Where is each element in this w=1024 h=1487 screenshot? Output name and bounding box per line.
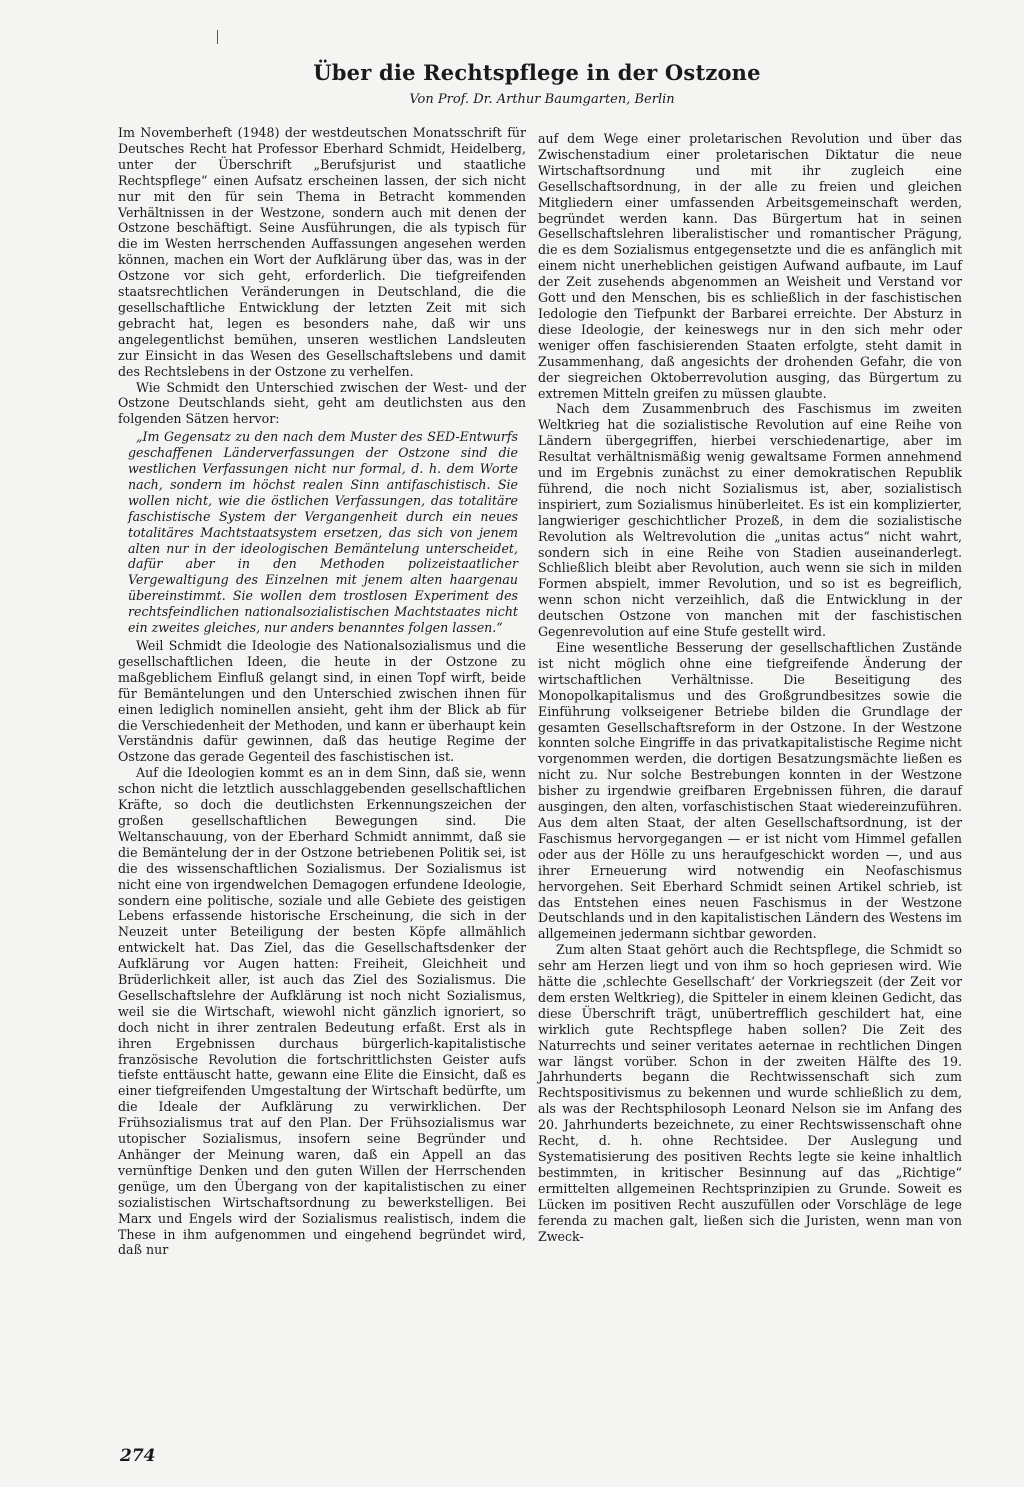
page-number: 274	[120, 1446, 156, 1466]
paragraph: Im Novemberheft (1948) der westdeutschen Monatsschrift für Deutsches Recht hat Professor Eberhard Schmidt, Heidelberg, unter der Überschrift „Berufsjurist und staatliche Rechtspflege“ einen Aufsatz erscheinen lassen, der sich nicht nur mit den für sein Thema in Betracht kommenden Verhältnissen in der Westzone, sondern auch mit denen der Ostzone beschäftigt. Seine Ausführungen, die als typisch für die im Westen herrschenden Auffassungen angesehen werden können, machen ein Wort der Aufklärung über das, was in der Ostzone vor sich geht, erforderlich. Die tiefgreifenden staatsrechtlichen Veränderungen in Deutschland, die die gesellschaftliche Entwicklung der letzten Zeit mit sich gebracht hat, legen es besonders nahe, daß wir uns angelegentlichst bemühen, unseren westlichen Landsleuten zur Einsicht in das Wesen des Gesellschaftslebens und damit des Rechtslebens in der Ostzone zu verhelfen.	[118, 125, 526, 379]
paragraph: Nach dem Zusammenbruch des Faschismus im zweiten Weltkrieg hat die sozialistische Revolution auf eine Reihe von Ländern übergegriffen, hierbei verschiedenartige, aber im Resultat verhältnismäßig wenig gewaltsame Formen annehmend und im Ergebnis zunächst zu einer demokratischen Republik führend, die noch nicht Sozialismus ist, aber, sozialistisch inspiriert, zum Sozialismus hinüberleitet. Es ist ein komplizierter, langwieriger geschichtlicher Prozeß, in dem die sozialistische Revolution als Weltrevolution die „unitas actus“ nicht wahrt, sondern sich in eine Reihe von Stadien auseinanderlegt. Schließlich bleibt aber Revolution, auch wenn sie sich in milden Formen abspielt, immer Revolution, und so ist es begreiflich, wenn schon nicht verzeihlich, daß die Entwicklung in der deutschen Ostzone von manchen mit der faschistischen Gegenrevolution auf eine Stufe gestellt wird.	[538, 401, 962, 640]
right-column	[538, 131, 962, 1244]
paragraph: Auf die Ideologien kommt es an in dem Sinn, daß sie, wenn schon nicht die letztlich ausschlaggebenden gesellschaftlichen Kräfte, so doch die deutlichsten Erkennungszeichen der großen gesellschaftlichen Bewegungen sind. Die Weltanschauung, von der Eberhard Schmidt annimmt, daß sie die Bemäntelung der in der Ostzone betriebenen Politik sei, ist die des wissenschaftlichen Sozialismus. Der Sozialismus ist nicht eine von irgendwelchen Demagogen erfundene Ideologie, sondern eine politische, soziale und alle Gebiete des geistigen Lebens erfassende historische Erscheinung, die sich in der Neuzeit unter Beteiligung der besten Köpfe allmählich entwickelt hat. Das Ziel, das die Gesellschaftsdenker der Aufklärung vor Augen hatten: Freiheit, Gleichheit und Brüderlichkeit aller, ist auch das Ziel des Sozialismus. Die Gesellschaftslehre der Aufklärung ist noch nicht Sozialismus, weil sie die Wirtschaft, wiewohl nicht gänzlich ignoriert, so doch nicht in ihrer zentralen Bedeutung erfaßt. Erst als in ihren Ergebnissen durchaus bürgerlich-kapitalistische französische Revolution die fortschrittlichsten Geister aufs tiefste enttäuscht hatte, gewann eine Elite die Einsicht, daß es einer tiefgreifenden Umgestaltung der Wirtschaft bedürfte, um die Ideale der Aufklärung zu verwirklichen. Der Frühsozialismus trat auf den Plan. Der Frühsozialismus war utopischer Sozialismus, insofern seine Begründer und Anhänger der Meinung waren, daß ein Appell an das vernünftige Denken und den guten Willen der Herrschenden genüge, um den Übergang von der kapitalistischen zu einer sozialistischen Wirtschaftsordnung zu bewerkstelligen. Bei Marx und Engels wird der Sozialismus realistisch, indem die These in ihm aufgenommen und eingehend begründet wird, daß nur	[118, 765, 526, 1258]
paragraph: Eine wesentliche Besserung der gesellschaftlichen Zustände ist nicht möglich ohne eine tiefgreifende Änderung der wirtschaftlichen Verhältnisse. Die Beseitigung des Monopolkapitalismus und des Großgrundbesitzes sowie die Einführung volkseigener Betriebe bilden die Grundlage der gesamten Gesellschaftsreform in der Ostzone. In der Westzone konnten solche Eingriffe in das privatkapitalistische Regime nicht vorgenommen werden, die dortigen Besatzungsmächte ließen es nicht zu. Nur solche Bestrebungen konnten in der Westzone bisher zu irgendwie greifbaren Ergebnissen führen, die darauf ausgingen, den alten, vorfaschistischen Staat wiedereinzuführen. Aus dem alten Staat, der alten Gesellschaftsordnung, ist der Faschismus hervorgegangen — er ist nicht vom Himmel gefallen oder aus der Hölle zu uns heraufgeschickt worden —, und aus ihrer Erneuerung wird notwendig ein Neofaschismus hervorgehen. Seit Eberhard Schmidt seinen Artikel schrieb, ist das Entstehen eines neuen Faschismus in der Westzone Deutschlands und in den kapitalistischen Ländern des Westens im allgemeinen jedermann sichtbar geworden.	[538, 640, 962, 942]
margin-mark	[217, 30, 218, 44]
paragraph: Wie Schmidt den Unterschied zwischen der West- und der Ostzone Deutschlands sieht, geht am deutlichsten aus den folgenden Sätzen hervor:	[118, 379, 526, 427]
paragraph: auf dem Wege einer proletarischen Revolution und über das Zwischenstadium einer proletarischen Diktatur die neue Wirtschaftsordnung und mit ihr zugleich eine Gesellschaftsordnung, in der alle zu freien und gleichen Mitgliedern einer umfassenden Arbeitsgemeinschaft werden, begründet werden kann. Das Bürgertum hat in seinen Gesellschaftslehren liberalistischer und romantischer Prägung, die es dem Sozialismus entgegensetzte und die es anfänglich mit einem nicht unerheblichen geistigen Aufwand aufbaute, im Lauf der Zeit zusehends abgenommen an Weisheit und Verstand vor Gott und den Menschen, bis es schließlich in der faschistischen Iedologie den Tiefpunkt der Barbarei erreichte. Der Absturz in diese Ideologie, der keineswegs nur in den sich mehr oder weniger offen faschisierenden Staaten erfolgte, steht damit in Zusammenhang, daß angesichts der drohenden Gefahr, die von der siegreichen Oktoberrevolution ausging, das Bürgertum zu extremen Mitteln greifen zu müssen glaubte.	[538, 131, 962, 401]
left-column	[118, 125, 526, 1258]
block-quote: „Im Gegensatz zu den nach dem Muster des SED-Entwurfs geschaffenen Länderverfassungen der Ostzone sind die westlichen Verfassungen nicht nur formal, d. h. dem Worte nach, sondern im höchst realen Sinn antifaschistisch. Sie wollen nicht, wie die östlichen Verfassungen, das totalitäre faschistische System der Vergangenheit durch ein neues totalitäres Machtstaatsystem ersetzen, das sich von jenem alten nur in der ideologischen Bemäntelung unterscheidet, dafür aber in den Methoden polizeistaatlicher Vergewaltigung des Einzelnen mit jenem alten haargenau übereinstimmt. Sie wollen dem trostlosen Experiment des rechtsfeindlichen nationalsozialistischen Machtstaates nicht ein zweites gleiches, nur anders benanntes folgen lassen.“	[128, 429, 518, 636]
article-title: Über die Rechtspflege in der Ostzone	[313, 60, 761, 85]
paragraph: Zum alten Staat gehört auch die Rechtspflege, die Schmidt so sehr am Herzen liegt und von ihm so hoch gepriesen wird. Wie hätte die ‚schlechte Gesellschaft‘ der Vorkriegszeit (der Zeit vor dem ersten Weltkrieg), die Spitteler in einem kleinen Gedicht, das diese Überschrift trägt, unübertrefflich geschildert hat, eine wirklich gute Rechtspflege haben sollen? Die Zeit des Naturrechts und seiner veritates aeternae in rechtlichen Dingen war längst vorüber. Schon in der zweiten Hälfte des 19. Jahrhunderts begann die Rechtwissenschaft sich zum Rechtspositivismus zu bekennen und wurde schließlich zu dem, als was der Rechtsphilosoph Leonard Nelson sie im Anfang des 20. Jahrhunderts bezeichnete, zu einer Rechtswissenschaft ohne Recht, d. h. ohne Rechtsidee. Der Auslegung und Systematisierung des positiven Rechts legte sie keine inhaltlich bestimmten, in kritischer Besinnung auf das „Richtige“ ermittelten allgemeinen Rechtsprinzipien zu Grunde. Soweit es Lücken im positiven Recht auszufüllen oder Vorschläge de lege ferenda zu machen galt, ließen sich die Juristen, wenn man von Zweck-	[538, 942, 962, 1244]
article-byline: Von Prof. Dr. Arthur Baumgarten, Berlin	[409, 92, 675, 107]
paragraph: Weil Schmidt die Ideologie des Nationalsozialismus und die gesellschaftlichen Ideen, die heute in der Ostzone zu maßgeblichem Einfluß gelangt sind, in einen Topf wirft, beide für Bemäntelungen und den Unterschied zwischen ihnen für einen lediglich nominellen ansieht, geht ihm der Blick ab für die Verschiedenheit der Methoden, und kann er überhaupt kein Verständnis dafür gewinnen, daß das heutige Regime der Ostzone das gerade Gegenteil des faschistischen ist.	[118, 638, 526, 765]
